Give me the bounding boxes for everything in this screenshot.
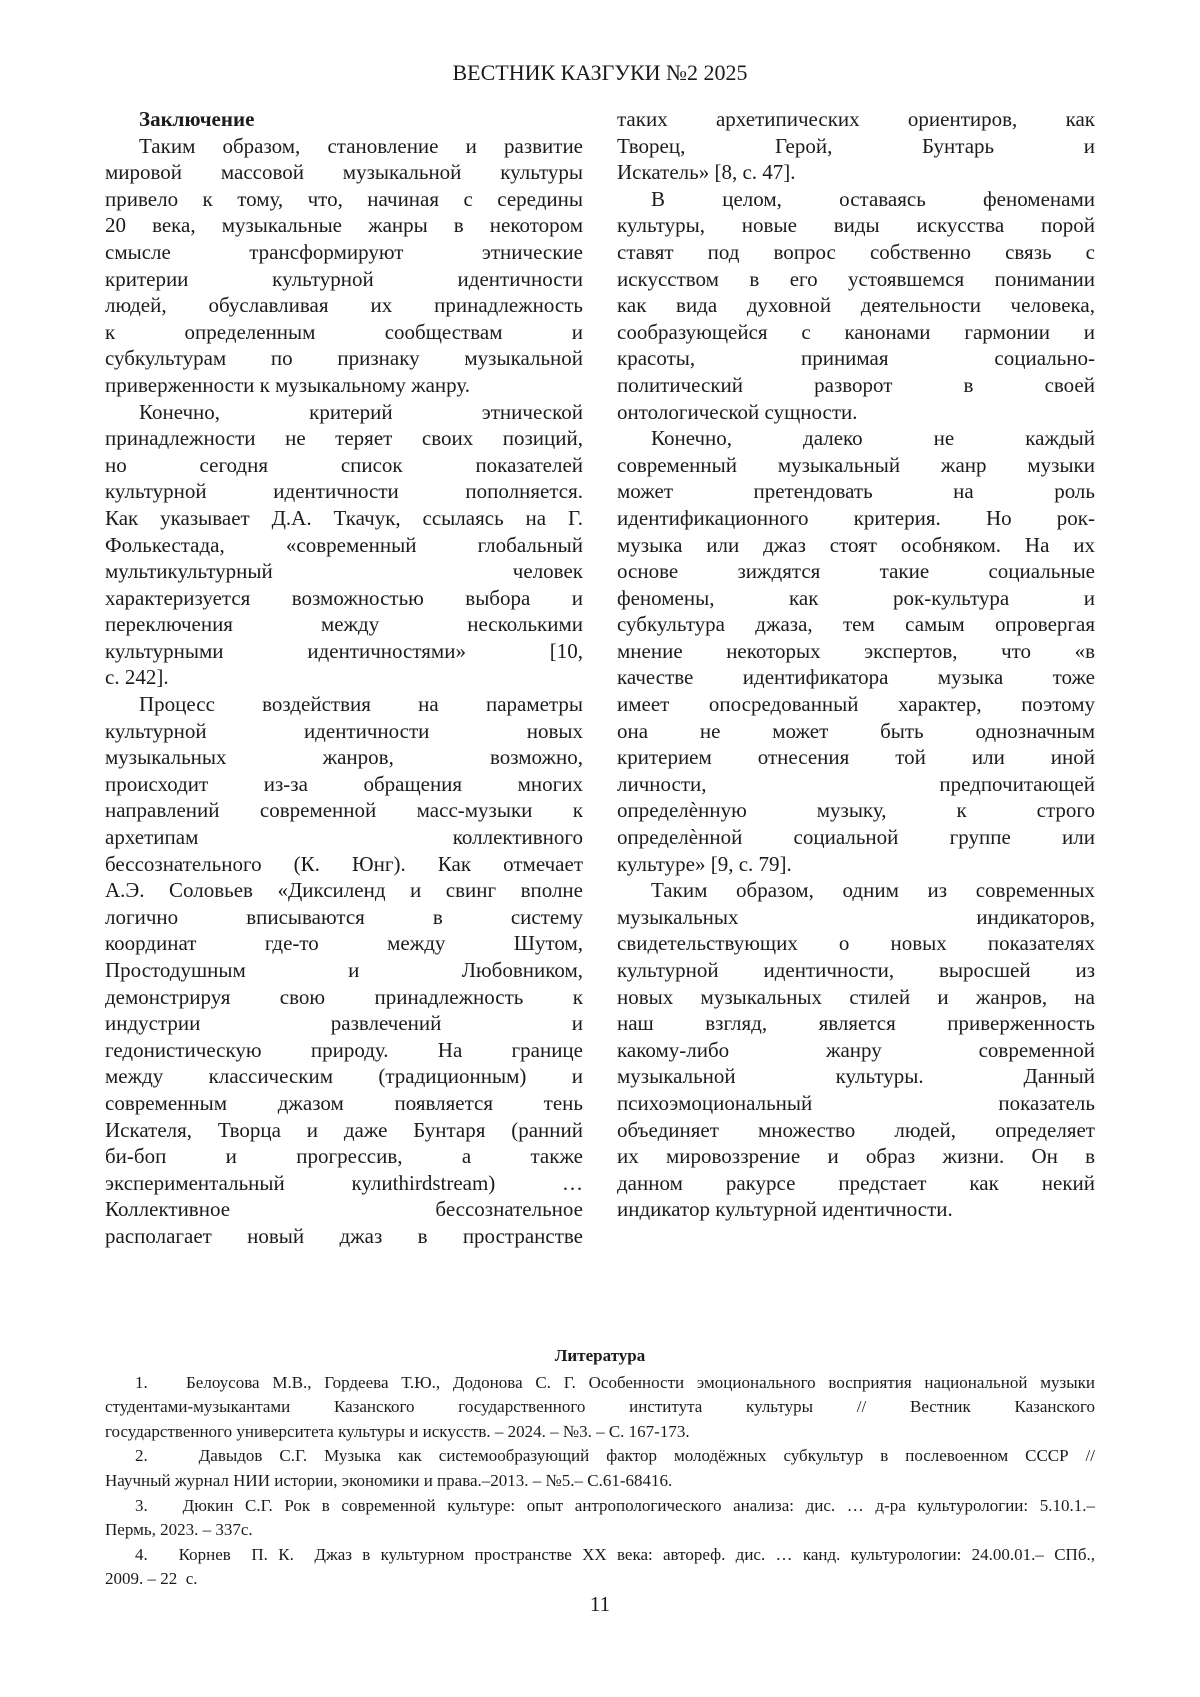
text-line: происходит из-за обращения многих <box>105 771 583 796</box>
left-column <box>105 106 583 1250</box>
text-line: Творец, Герой, Бунтарь и <box>617 133 1095 158</box>
text-line: экспериментальный кулиthirdstream) … <box>105 1170 583 1195</box>
text-line: направлений современной масс-музыки к <box>105 798 583 823</box>
text-line: 2. Давыдов С.Г. Музыка как системообразующий фактор молодёжных субкультур в послевоенном СССР // <box>135 1446 1095 1466</box>
text-line: принадлежности не теряет своих позиций, <box>105 426 583 451</box>
text-line: их мировоззрение и образ жизни. Он в <box>617 1144 1095 1169</box>
text-line: объединяет множество людей, определяет <box>617 1117 1095 1142</box>
text-line: 20 века, музыкальные жанры в некотором <box>105 213 583 238</box>
text-line: логично вписываются в систему <box>105 904 583 929</box>
text-line: Фолькестада, «современный глобальный <box>105 532 583 557</box>
text-line: гедонистическую природу. На границе <box>105 1037 583 1062</box>
article-body <box>105 106 1095 1250</box>
text-line: может претендовать на роль <box>617 479 1095 504</box>
text-line: субкультура джаза, тем самым опровергая <box>617 612 1095 637</box>
text-line: Процесс воздействия на параметры <box>139 692 583 717</box>
text-line: студентами-музыкантами Казанского государственного института культуры // Вестник Казанского <box>105 1397 1095 1417</box>
text-line: музыка или джаз стоят особняком. На их <box>617 532 1095 557</box>
text-line: музыкальных индикаторов, <box>617 904 1095 929</box>
text-line: привело к тому, что, начиная с середины <box>105 186 583 211</box>
text-line: мнение некоторых экспертов, что «в <box>617 638 1095 663</box>
text-line: с. 242]. <box>105 665 169 690</box>
text-line: бессознательного (К. Юнг). Как отмечает <box>105 851 583 876</box>
text-line: архетипам коллективного <box>105 825 583 850</box>
text-line: Пермь, 2023. – 337с. <box>105 1520 253 1540</box>
text-line: приверженности к музыкальному жанру. <box>105 372 471 397</box>
text-line: онтологической сущности. <box>617 399 858 424</box>
literature-references <box>105 1371 1095 1592</box>
text-line: к определенным сообществам и <box>105 319 583 344</box>
literature-heading: Литература <box>554 1346 646 1365</box>
right-column <box>617 106 1095 1250</box>
text-line: музыкальных жанров, возможно, <box>105 745 583 770</box>
text-line: сообразующейся с канонами гармонии и <box>617 319 1095 344</box>
text-line: культурной идентичности, выросшей из <box>617 958 1095 982</box>
text-line: современным джазом появляется тень <box>105 1090 583 1115</box>
text-line: Таким образом, одним из современных <box>651 878 1095 903</box>
text-line: Искателя, Творца и даже Бунтаря (ранний <box>105 1117 583 1142</box>
text-line: свидетельствующих о новых показателях <box>617 931 1095 956</box>
text-line: индустрии развлечений и <box>105 1011 583 1036</box>
text-line: культурной идентичности новых <box>105 718 583 743</box>
page-number: 11 <box>589 1592 611 1616</box>
text-line: культуры, новые виды искусства порой <box>617 213 1095 238</box>
text-line: психоэмоциональный показатель <box>617 1090 1095 1115</box>
text-line: культуре» [9, с. 79]. <box>617 851 792 876</box>
text-line: качестве идентификатора музыка тоже <box>617 665 1095 690</box>
text-line: би-боп и прогрессив, а также <box>105 1144 583 1169</box>
text-line: идентификационного критерия. Но рок- <box>617 505 1095 530</box>
text-line: музыкальной культуры. Данный <box>617 1064 1095 1089</box>
text-line: координат где-то между Шутом, <box>105 931 583 956</box>
journal-running-header: ВЕСТНИК КАЗГУКИ №2 2025 <box>452 60 748 85</box>
text-line: индикатор культурной идентичности. <box>617 1197 953 1222</box>
text-line: демонстрируя свою принадлежность к <box>105 984 583 1009</box>
text-line: искусством в его устоявшемся понимании <box>617 266 1095 291</box>
text-line: таких архетипических ориентиров, как <box>617 107 1095 131</box>
text-line: Таким образом, становление и развитие <box>139 133 583 158</box>
text-line: критерием отнесения той или иной <box>617 745 1095 770</box>
text-line: мультикультурный человек <box>105 559 583 584</box>
text-line: культурными идентичностями» [10, <box>105 638 583 663</box>
text-line: феномены, как рок-культура и <box>617 585 1095 610</box>
text-line: людей, обуславливая их принадлежность <box>105 293 583 318</box>
text-line: наш взгляд, является приверженность <box>617 1011 1095 1036</box>
text-line: В целом, оставаясь феноменами <box>651 186 1095 211</box>
text-line: Научный журнал НИИ истории, экономики и права.–2013. – №5.– С.61-68416. <box>105 1470 673 1490</box>
text-line: 1. Белоусова М.В., Гордеева Т.Ю., Додонова С. Г. Особенности эмоционального восприятия национальной музыки <box>135 1372 1095 1392</box>
text-line: смысле трансформируют этнические <box>105 239 583 264</box>
text-line: определѐнной социальной группе или <box>617 825 1095 850</box>
text-line: как вида духовной деятельности человека, <box>617 293 1095 318</box>
text-line: 3. Дюкин С.Г. Рок в современной культуре: опыт антропологического анализа: дис. … д-ра культурологии: 5.10.1.– <box>135 1495 1095 1515</box>
text-line: Искатель» [8, с. 47]. <box>617 160 796 185</box>
text-line: Конечно, критерий этнической <box>139 399 583 424</box>
text-line: Заключение <box>139 107 255 131</box>
text-line: культурной идентичности пополняется. <box>105 479 583 504</box>
text-line: какому-либо жанру современной <box>617 1037 1095 1062</box>
text-line: основе зиждятся такие социальные <box>617 559 1095 584</box>
text-line: определѐнную музыку, к строго <box>617 798 1095 823</box>
text-line: Простодушным и Любовником, <box>105 958 583 982</box>
text-line: Конечно, далеко не каждый <box>651 426 1095 451</box>
text-line: имеет опосредованный характер, поэтому <box>617 692 1095 717</box>
text-line: новых музыкальных стилей и жанров, на <box>617 984 1095 1009</box>
text-line: но сегодня список показателей <box>105 452 583 477</box>
text-line: она не может быть однозначным <box>617 718 1095 743</box>
text-line: личности, предпочитающей <box>617 771 1095 796</box>
text-line: А.Э. Соловьев «Диксиленд и свинг вполне <box>105 878 583 903</box>
text-line: мировой массовой музыкальной культуры <box>105 160 583 185</box>
text-line: государственного университета культуры и искусств. – 2024. – №3. – С. 167-173. <box>105 1421 690 1441</box>
text-line: переключения между несколькими <box>105 612 583 637</box>
text-line: располагает новый джаз в пространстве <box>105 1223 583 1248</box>
text-line: субкультурам по признаку музыкальной <box>105 346 583 371</box>
text-line: Коллективное бессознательное <box>105 1197 583 1222</box>
text-line: Как указывает Д.А. Ткачук, ссылаясь на Г. <box>105 505 583 530</box>
text-line: данном ракурсе предстает как некий <box>617 1170 1095 1195</box>
text-line: ставят под вопрос собственно связь с <box>617 239 1095 264</box>
text-line: современный музыкальный жанр музыки <box>617 452 1095 477</box>
text-line: 4. Корнев П. К. Джаз в культурном пространстве XX века: автореф. дис. … канд. культурологии: 24.00.01.– СПб., <box>135 1544 1095 1564</box>
text-line: характеризуется возможностью выбора и <box>105 585 583 610</box>
text-line: критерии культурной идентичности <box>105 266 583 291</box>
text-line: между классическим (традиционным) и <box>105 1064 583 1089</box>
text-line: красоты, принимая социально- <box>617 346 1095 371</box>
text-line: политический разворот в своей <box>617 372 1095 397</box>
text-line: 2009. – 22 с. <box>105 1569 198 1589</box>
literature-section <box>105 1344 1095 1592</box>
